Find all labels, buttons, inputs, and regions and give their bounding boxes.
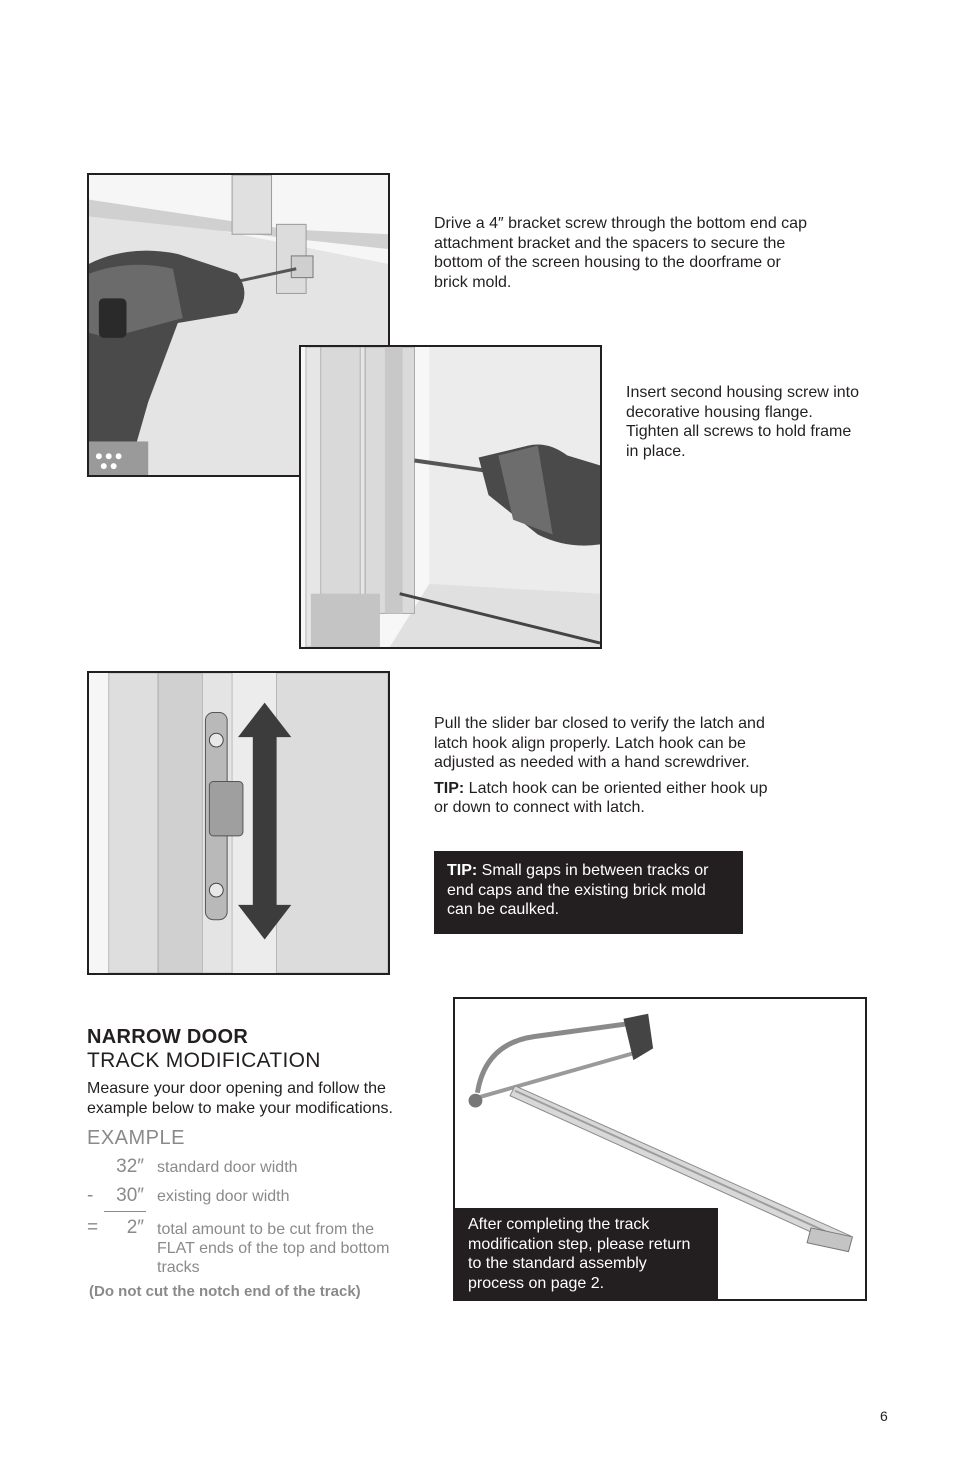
example-row-standard	[87, 1156, 417, 1178]
step-3-tip-text: Latch hook can be oriented either hook up or down to connect with latch.	[434, 779, 768, 816]
page-number: 6	[880, 1408, 888, 1424]
example-desc: standard door width	[157, 1159, 298, 1176]
example-desc: existing door width	[157, 1188, 290, 1205]
example-op: =	[87, 1217, 99, 1238]
latch-slider-illustration	[87, 671, 390, 975]
step-3-main: Pull the slider bar closed to verify the latch and latch hook align properly. Latch hook can be adjusted as needed with a hand screwdriver.	[434, 715, 765, 771]
example-row-result	[87, 1217, 412, 1277]
example-desc: total amount to be cut from the FLAT ends of the top and bottom tracks	[157, 1221, 390, 1276]
track-modification-title: TRACK MODIFICATION	[87, 1049, 321, 1072]
tip-box-text: Small gaps in between tracks or end caps and the existing brick mold can be caulked.	[447, 862, 709, 918]
narrow-door-intro: Measure your door opening and follow the example below to make your modifications.	[87, 1080, 393, 1117]
example-value: 2″	[126, 1217, 144, 1238]
tip-box-label: TIP:	[447, 862, 478, 879]
subtraction-rule	[104, 1211, 146, 1212]
step-2-text: Insert second housing screw into decorative housing flange. Tighten all screws to hold frame in place.	[626, 384, 860, 460]
example-op: -	[87, 1185, 94, 1206]
example-title: EXAMPLE	[87, 1127, 185, 1149]
step-3-text	[434, 714, 774, 818]
step-1-text: Drive a 4″ bracket screw through the bottom end cap attachment bracket and the spacers to secure the bottom of the screen housing to the doorframe or brick mold.	[434, 215, 807, 291]
drill-flange-illustration	[299, 345, 602, 649]
example-row-existing	[87, 1185, 417, 1207]
hacksaw-illustration	[453, 997, 867, 1301]
example-value: 32″	[116, 1156, 144, 1177]
narrow-door-title: NARROW DOOR	[87, 1026, 249, 1048]
latch-slider-drawing	[89, 673, 388, 973]
step-3-tip-label: TIP:	[434, 779, 465, 797]
saw-caption: After completing the track modification step, please return to the standard assembly process on page 2.	[455, 1208, 718, 1301]
tip-box	[434, 851, 743, 934]
example-value: 30″	[116, 1185, 144, 1206]
step-3-tip	[434, 779, 774, 818]
drill-flange-drawing	[301, 347, 600, 647]
do-not-cut-note: (Do not cut the notch end of the track)	[89, 1283, 361, 1300]
